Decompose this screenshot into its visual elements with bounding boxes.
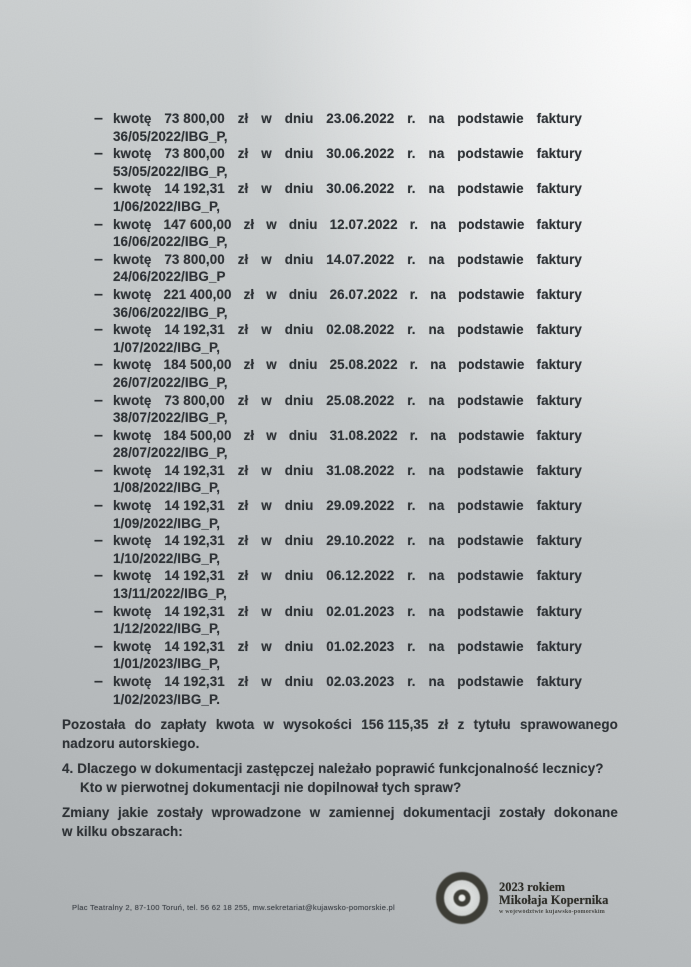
word: 156 115,35	[361, 717, 429, 732]
word: r.	[407, 533, 416, 549]
word: na	[430, 357, 447, 373]
word: kwota	[215, 717, 255, 732]
list-dash-bullet: –	[94, 250, 103, 268]
word: faktury	[536, 181, 582, 197]
payment-entry	[94, 637, 582, 673]
text-line	[113, 321, 582, 339]
payment-entry	[94, 391, 582, 427]
word: faktury	[536, 533, 582, 549]
word: 30.06.2022	[326, 181, 395, 197]
word: kwotę	[113, 462, 152, 478]
word: zł	[237, 674, 249, 689]
word: faktury	[536, 111, 582, 126]
word: dniu	[288, 216, 318, 232]
word: 30.06.2022	[326, 146, 395, 162]
payment-list	[94, 110, 582, 708]
word: 14 192,31	[164, 533, 225, 549]
word: w	[261, 638, 272, 654]
word: faktury	[536, 498, 582, 514]
text-line: Kto w pierwotnej dokumentacji nie dopilnował tych spraw?	[80, 779, 462, 795]
text-line	[113, 427, 582, 445]
word: dokumentacji	[403, 805, 491, 820]
word: 25.08.2022	[326, 392, 395, 408]
text-line	[113, 180, 582, 198]
word: podstawie	[457, 533, 524, 549]
text-line: 13/11/2022/IBG_P,	[113, 586, 227, 602]
word: wprowadzone	[211, 805, 302, 820]
list-dash-bullet: –	[94, 461, 103, 479]
word: 02.03.2023	[326, 674, 395, 689]
word: kwotę	[113, 603, 152, 619]
text-line: 28/07/2022/IBG_P,	[113, 445, 228, 461]
word: podstawie	[458, 357, 525, 373]
word: na	[430, 427, 447, 443]
word: na	[428, 674, 445, 689]
word: jakie	[118, 805, 149, 820]
word: faktury	[536, 462, 582, 478]
payment-entry	[94, 497, 582, 532]
word: dniu	[284, 498, 314, 514]
word: podstawie	[457, 322, 524, 338]
word: dniu	[284, 462, 314, 478]
payment-entry	[94, 110, 582, 145]
word: r.	[409, 286, 419, 302]
payment-entry	[94, 180, 582, 215]
word: wysokości	[283, 717, 352, 732]
word: faktury	[536, 392, 582, 408]
word: 14 192,31	[164, 638, 225, 654]
word: dniu	[288, 357, 318, 373]
word: zł	[237, 462, 249, 478]
word: w	[261, 111, 272, 126]
text-line: 1/01/2023/IBG_P,	[113, 656, 221, 672]
footer-address: Plac Teatralny 2, 87-100 Toruń, tel. 56 62 18 255, mw.sekretariat@kujawsko-pomorskie.pl	[72, 903, 395, 912]
word: dniu	[284, 251, 314, 267]
word: 147 600,00	[163, 216, 232, 232]
word: dniu	[288, 427, 318, 443]
list-dash-bullet: –	[94, 637, 103, 655]
payment-entry	[94, 356, 582, 391]
question-4	[62, 760, 648, 797]
word: kwotę	[113, 427, 152, 443]
word: faktury	[536, 286, 582, 302]
word: zł	[237, 568, 249, 584]
remaining-balance-note	[62, 716, 618, 753]
word: kwotę	[113, 146, 152, 162]
list-dash-bullet: –	[94, 497, 103, 515]
word: w	[261, 603, 272, 619]
word: dniu	[284, 533, 314, 549]
word: faktury	[536, 146, 582, 162]
word: na	[430, 286, 447, 302]
text-line	[113, 603, 582, 621]
word: r.	[407, 462, 416, 478]
changes-intro-note	[62, 804, 618, 841]
payment-entry	[94, 532, 582, 567]
payment-entry	[94, 285, 582, 321]
word: w	[261, 392, 272, 408]
word: Pozostała	[62, 717, 126, 732]
word: 31.08.2022	[329, 427, 398, 443]
word: 06.12.2022	[326, 568, 395, 584]
word: podstawie	[457, 146, 524, 162]
word: r.	[407, 111, 416, 126]
word: w	[266, 286, 277, 302]
list-dash-bullet: –	[94, 567, 103, 585]
word: kwotę	[113, 216, 152, 232]
text-line	[113, 673, 582, 691]
text-line	[113, 532, 582, 550]
payment-entry	[94, 145, 582, 180]
list-dash-bullet: –	[94, 145, 103, 163]
word: kwotę	[113, 638, 152, 654]
word: w	[263, 717, 275, 732]
payment-entry	[94, 215, 582, 251]
word: 25.08.2022	[329, 357, 398, 373]
word: 14.07.2022	[326, 251, 395, 267]
word: w	[266, 216, 277, 232]
text-line: 4. Dlaczego w dokumentacji zastępczej należało poprawić funkcjonalność lecznicy?	[62, 761, 604, 776]
list-dash-bullet: –	[94, 426, 103, 444]
word: sprawowanego	[519, 717, 618, 732]
word: zł	[237, 322, 249, 338]
word: r.	[409, 427, 419, 443]
word: 73 800,00	[164, 251, 225, 267]
text-line: 16/06/2022/IBG_P,	[113, 234, 228, 250]
payment-entry	[94, 602, 582, 638]
text-line	[62, 716, 618, 735]
word: faktury	[536, 322, 582, 338]
word: faktury	[536, 638, 582, 654]
word: na	[428, 462, 445, 478]
word: zł	[237, 533, 249, 549]
word: 73 800,00	[164, 146, 225, 162]
word: r.	[407, 392, 416, 408]
word: kwotę	[113, 181, 152, 197]
word: zł	[243, 286, 255, 302]
text-line: 1/10/2022/IBG_P,	[113, 550, 221, 566]
word: r.	[407, 498, 416, 514]
word: faktury	[536, 357, 582, 373]
word: zł	[243, 427, 255, 443]
text-line	[62, 804, 618, 823]
text-line	[113, 251, 582, 269]
word: 14 192,31	[164, 322, 225, 338]
text-line	[113, 638, 582, 656]
word: kwotę	[113, 674, 152, 689]
word: r.	[409, 357, 419, 373]
word: dniu	[284, 674, 314, 689]
word: faktury	[536, 251, 582, 267]
text-line	[113, 567, 582, 585]
word: 14 192,31	[164, 462, 225, 478]
word: 73 800,00	[164, 111, 225, 126]
word: 184 500,00	[163, 357, 232, 373]
list-dash-bullet: –	[94, 673, 103, 690]
word: zamiennej	[328, 805, 395, 820]
word: na	[428, 392, 445, 408]
text-line: 1/08/2022/IBG_P,	[113, 480, 221, 496]
word: na	[428, 568, 445, 584]
word: zł	[237, 392, 249, 408]
word: podstawie	[457, 111, 524, 126]
payment-entry	[94, 426, 582, 462]
copernicus-emblem-icon	[436, 872, 488, 924]
list-dash-bullet: –	[94, 285, 103, 303]
word: kwotę	[113, 357, 152, 373]
word: 01.02.2023	[326, 638, 395, 654]
word: w	[261, 251, 272, 267]
word: podstawie	[457, 181, 524, 197]
text-line: 24/06/2022/IBG_P	[113, 269, 226, 285]
text-line	[113, 392, 582, 410]
word: w	[261, 322, 272, 338]
word: zł	[237, 603, 249, 619]
word: na	[430, 216, 447, 232]
text-line: 1/06/2022/IBG_P,	[113, 198, 221, 214]
word: 02.08.2022	[326, 322, 395, 338]
word: na	[428, 638, 445, 654]
word: na	[428, 603, 445, 619]
word: na	[428, 498, 445, 514]
list-dash-bullet: –	[94, 321, 103, 339]
word: r.	[407, 322, 416, 338]
word: dniu	[284, 111, 314, 126]
word: zł	[237, 498, 249, 514]
word: dniu	[284, 392, 314, 408]
text-line	[113, 286, 582, 304]
word: 12.07.2022	[329, 216, 398, 232]
word: 26.07.2022	[329, 286, 398, 302]
word: podstawie	[457, 638, 524, 654]
word: podstawie	[458, 216, 525, 232]
text-line	[113, 497, 582, 515]
logo-line-2: Mikołaja Kopernika	[499, 893, 609, 908]
word: kwotę	[113, 322, 152, 338]
word: Zmiany	[62, 805, 110, 820]
word: r.	[407, 568, 416, 584]
word: podstawie	[458, 286, 525, 302]
word: podstawie	[457, 251, 524, 267]
text-line	[113, 462, 582, 480]
text-line: 53/05/2022/IBG_P,	[113, 163, 228, 179]
payment-entry	[94, 567, 582, 602]
word: na	[428, 533, 445, 549]
word: 23.06.2022	[326, 111, 395, 126]
word: podstawie	[457, 674, 524, 689]
word: w	[309, 805, 321, 820]
word: w	[261, 462, 272, 478]
word: zł	[237, 111, 249, 126]
payment-entry	[94, 673, 582, 708]
word: kwotę	[113, 533, 152, 549]
word: dniu	[284, 322, 314, 338]
word: w	[261, 146, 272, 162]
list-dash-bullet: –	[94, 602, 103, 620]
copernicus-logo-text	[499, 881, 608, 916]
word: zł	[237, 146, 249, 162]
text-line: 1/02/2023/IBG_P.	[113, 691, 221, 707]
word: r.	[407, 603, 416, 619]
word: podstawie	[457, 603, 524, 619]
text-line	[113, 110, 582, 128]
word: w	[261, 181, 272, 197]
word: na	[428, 251, 445, 267]
word: kwotę	[113, 568, 152, 584]
word: podstawie	[458, 427, 525, 443]
word: do	[134, 717, 152, 732]
logo-line-3: w województwie kujawsko-pomorskim	[499, 909, 605, 916]
word: r.	[409, 216, 419, 232]
word: 14 192,31	[164, 181, 225, 197]
word: r.	[407, 181, 416, 197]
word: 29.10.2022	[326, 533, 395, 549]
word: 14 192,31	[164, 568, 225, 584]
word: zł	[437, 717, 449, 732]
word: zł	[243, 216, 255, 232]
word: 184 500,00	[163, 427, 232, 443]
payment-entry	[94, 461, 582, 497]
word: 02.01.2023	[326, 603, 395, 619]
text-line	[113, 356, 582, 374]
text-line: 38/07/2022/IBG_P,	[113, 410, 228, 426]
word: w	[261, 533, 272, 549]
word: zostały	[499, 805, 546, 820]
word: z	[457, 717, 465, 732]
word: zostały	[156, 805, 204, 820]
word: r.	[407, 638, 416, 654]
word: tytułu	[473, 717, 511, 732]
word: zł	[243, 357, 255, 373]
word: podstawie	[457, 462, 524, 478]
word: dniu	[284, 181, 314, 197]
word: zł	[237, 638, 249, 654]
text-line: 36/06/2022/IBG_P,	[113, 304, 228, 320]
word: 221 400,00	[163, 286, 232, 302]
word: na	[428, 146, 445, 162]
word: na	[428, 322, 445, 338]
word: dokonane	[553, 805, 618, 820]
word: faktury	[536, 427, 582, 443]
word: kwotę	[113, 498, 152, 514]
word: w	[266, 427, 277, 443]
text-line	[113, 145, 582, 163]
word: zł	[237, 181, 249, 197]
word: dniu	[284, 603, 314, 619]
word: kwotę	[113, 251, 152, 267]
list-dash-bullet: –	[94, 215, 103, 233]
word: faktury	[536, 568, 582, 584]
list-dash-bullet: –	[94, 391, 103, 409]
payment-entry	[94, 250, 582, 286]
text-line	[113, 216, 582, 234]
text-line: 1/12/2022/IBG_P,	[113, 621, 221, 637]
word: na	[428, 181, 445, 197]
word: dniu	[284, 638, 314, 654]
word: 14 192,31	[164, 603, 225, 619]
word: faktury	[536, 674, 582, 689]
logo-line-1: 2023 rokiem	[499, 879, 566, 894]
word: zł	[237, 251, 249, 267]
word: r.	[407, 674, 416, 689]
word: kwotę	[113, 111, 152, 126]
word: dniu	[284, 146, 314, 162]
word: w	[261, 674, 272, 689]
word: na	[428, 111, 445, 126]
text-line: 36/05/2022/IBG_P,	[113, 128, 228, 144]
word: 31.08.2022	[326, 462, 395, 478]
word: r.	[407, 251, 416, 267]
text-line: 26/07/2022/IBG_P,	[113, 374, 228, 390]
list-dash-bullet: –	[94, 180, 103, 198]
word: r.	[407, 146, 416, 162]
text-line: nadzoru autorskiego.	[62, 735, 200, 751]
word: 29.09.2022	[326, 498, 395, 514]
payment-entry	[94, 321, 582, 356]
word: 14 192,31	[164, 498, 225, 514]
text-line: w kilku obszarach:	[62, 823, 183, 839]
word: faktury	[536, 603, 582, 619]
word: faktury	[536, 216, 582, 232]
word: w	[261, 568, 272, 584]
word: 14 192,31	[164, 674, 225, 689]
word: w	[266, 357, 277, 373]
word: podstawie	[457, 568, 524, 584]
text-line: 1/07/2022/IBG_P,	[113, 339, 221, 355]
word: dniu	[288, 286, 318, 302]
text-line: 1/09/2022/IBG_P,	[113, 515, 221, 531]
word: w	[261, 498, 272, 514]
list-dash-bullet: –	[94, 356, 103, 374]
word: podstawie	[457, 498, 524, 514]
copernicus-logo	[436, 872, 608, 924]
word: kwotę	[113, 286, 152, 302]
word: kwotę	[113, 392, 152, 408]
word: 73 800,00	[164, 392, 225, 408]
word: zapłaty	[160, 717, 207, 732]
list-dash-bullet: –	[94, 532, 103, 550]
word: dniu	[284, 568, 314, 584]
word: podstawie	[457, 392, 524, 408]
list-dash-bullet: –	[94, 110, 103, 127]
